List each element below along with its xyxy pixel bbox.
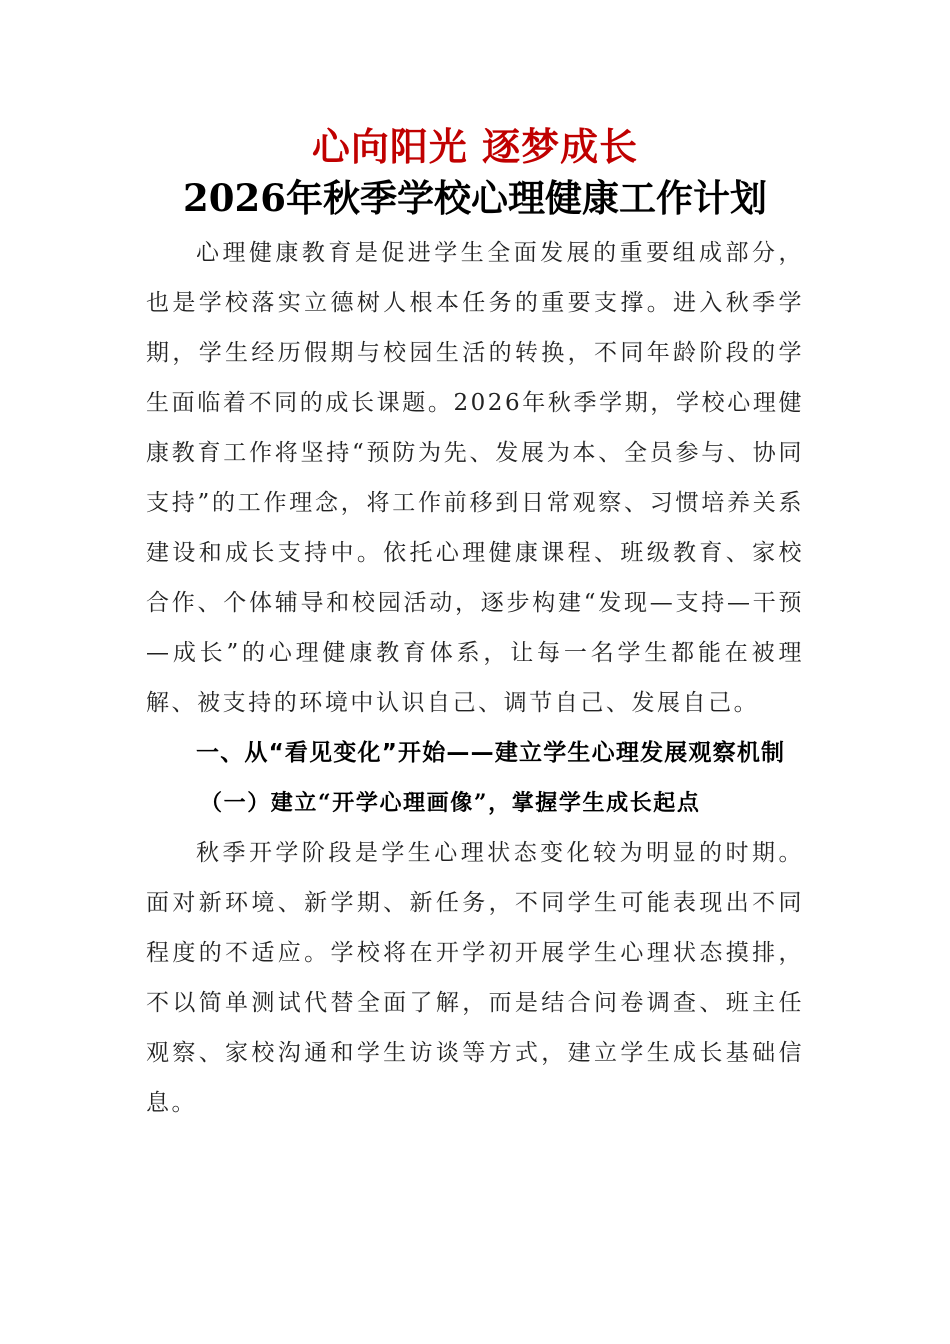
- document-title: 2026年秋季学校心理健康工作计划: [183, 176, 767, 220]
- section-heading-1: 一、从“看见变化”开始——建立学生心理发展观察机制: [196, 740, 786, 766]
- intro-paragraph: 心理健康教育是促进学生全面发展的重要组成部分，也是学校落实立德树人根本任务的重要支撑。进入秋季学期，学生经历假期与校园生活的转换，不同年龄阶段的学生面临着不同的成长课题。2026年秋季学期，学校心理健康教育工作将坚持“预防为先、发展为本、全员参与、协同支持”的工作理念，将工作前移到日常观察、习惯培养关系建设和成长支持中。依托心理健康课程、班级教育、家校合作、个体辅导和校园活动，逐步构建“发现—支持—干预—成长”的心理健康教育体系，让每一名学生都能在被理解、被支持的环境中认识自己、调节自己、发展自己。: [146, 240, 804, 716]
- subsection-paragraph-1: 秋季开学阶段是学生心理状态变化较为明显的时期。面对新环境、新学期、新任务，不同学生可能表现出不同程度的不适应。学校将在开学初开展学生心理状态摸排，不以简单测试代替全面了解，而是结合问卷调查、班主任观察、家校沟通和学生访谈等方式，建立学生成长基础信息。: [146, 840, 804, 1116]
- subsection-heading-1: （一）建立“开学心理画像”，掌握学生成长起点: [200, 790, 701, 816]
- document-title-slogan: 心向阳光 逐梦成长: [311, 124, 639, 169]
- document-body: [146, 122, 804, 1128]
